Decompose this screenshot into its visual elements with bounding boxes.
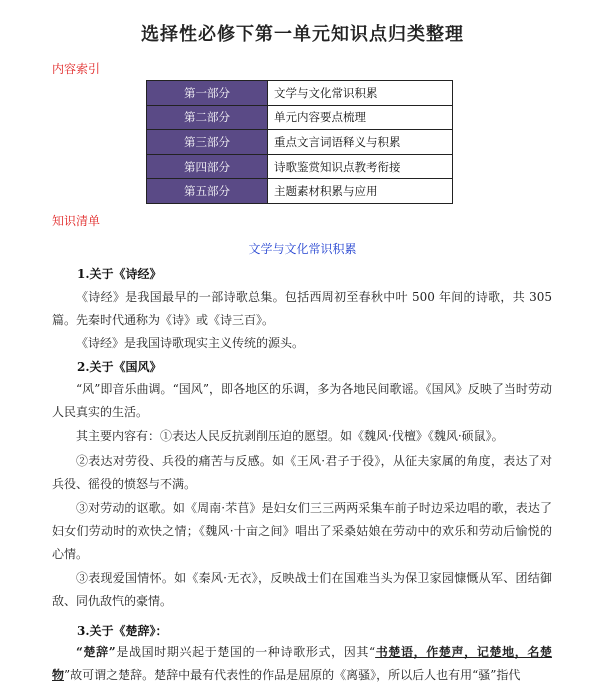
index-row [147,105,453,130]
content-index-table [146,80,453,204]
index-topic: 主题素材积累与应用 [268,179,453,204]
index-row [147,130,453,155]
index-topic: 单元内容要点梳理 [268,105,453,130]
index-topic: 文学与文化常识积累 [268,81,453,106]
index-topic: 重点文言词语释义与积累 [268,130,453,155]
knowledge-list-label: 知识清单 [52,214,101,228]
paragraph: 《诗经》是我国最早的一部诗歌总集。包括西周初至春秋中叶 500 年间的诗歌，共 305 篇。先秦时代通称为《诗》或《诗三百》。 [52,290,552,327]
underlined-phrase: 书楚语，作楚声，记楚地，名楚物 [52,645,552,682]
paragraph-chuci [52,641,552,687]
text-span: ”故可谓之楚辞。楚辞中最有代表性的作品是屈原的《离骚》，所以后人也有用“骚”指代 [64,668,521,682]
section-title: 文学与文化常识积累 [248,242,357,256]
index-part: 第三部分 [147,130,268,155]
index-part: 第一部分 [147,81,268,106]
paragraph: 《诗经》是我国诗歌现实主义传统的源头。 [76,336,305,350]
paragraph: ②表达对劳役、兵役的痛苦与反感。如《王风·君子于役》，从征夫家属的角度，表达了对兵役、徭役的愤怒与不满。 [52,454,552,491]
index-part: 第五部分 [147,179,268,204]
index-row [147,154,453,179]
index-part: 第二部分 [147,105,268,130]
index-row [147,81,453,106]
paragraph: “风”即音乐曲调。“国风”，即各地区的乐调，多为各地民间歌谣。《国风》反映了当时劳动人民真实的生活。 [52,382,552,419]
content-index-label: 内容索引 [52,62,101,76]
paragraph: ③表现爱国情怀。如《秦风·无衣》，反映战士们在国难当头为保卫家园慷慨从军、团结御敌、同仇敌忾的豪情。 [52,571,552,608]
term-chuci: “楚辞” [76,645,116,659]
paragraph: 其主要内容有：①表达人民反抗剥削压迫的愿望。如《魏风·伐檀》《魏风·硕鼠》。 [76,429,504,443]
index-topic: 诗歌鉴赏知识点教考衔接 [268,154,453,179]
heading-chuci: 3.关于《楚辞》： [77,624,168,638]
index-row [147,179,453,204]
paragraph: ③对劳动的讴歌。如《周南·芣苢》是妇女们三三两两采集车前子时边采边唱的歌，表达了妇女们劳动时的欢快之情；《魏风·十亩之间》唱出了采桑姑娘在劳动中的欢乐和劳动后愉悦的心情。 [52,501,552,561]
heading-shijing: 1.关于《诗经》 [77,267,162,281]
index-part: 第四部分 [147,154,268,179]
document-title: 选择性必修下第一单元知识点归类整理 [141,24,464,45]
text-span: 是战国时期兴起于楚国的一种诗歌形式，因其“ [115,645,376,659]
heading-guofeng: 2.关于《国风》 [77,360,162,374]
